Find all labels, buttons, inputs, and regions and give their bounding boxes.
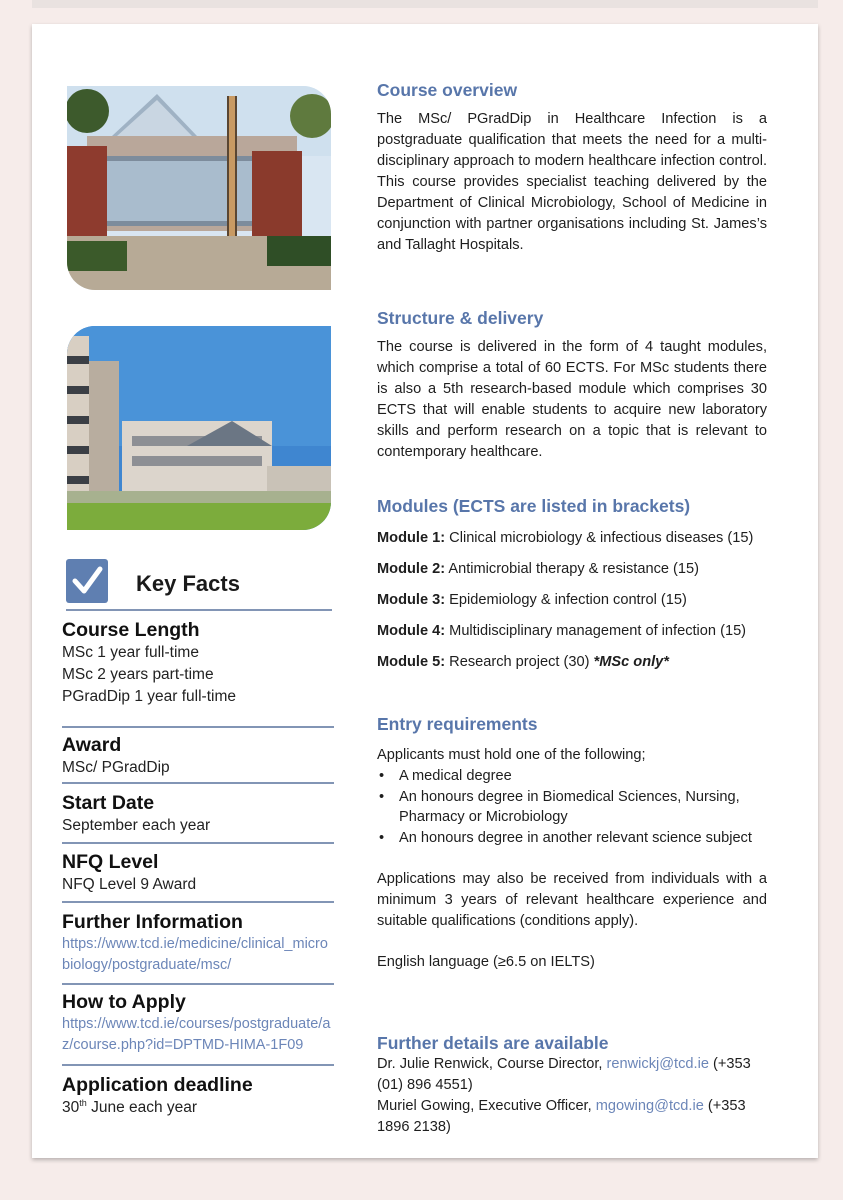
entry-bullet: • A medical degree [377,766,767,787]
divider [62,983,334,985]
module-text: Multidisciplinary management of infection (15) [445,623,747,639]
entry-requirements-section [377,713,767,972]
how-to-apply-link[interactable]: https://www.tcd.ie/courses/postgraduate/az/course.php?id=DPTMD-HIMA-1F09 [62,1016,331,1053]
divider [62,1064,334,1066]
module-item [377,590,767,610]
divider [62,901,334,903]
contact-1 [377,1054,767,1096]
divider [62,782,334,784]
fact-label: Award [62,734,122,756]
fact-value: MSc/ PGradDip [62,759,170,776]
contact-email-link[interactable]: renwickj@tcd.ie [606,1056,709,1072]
fact-award [62,733,334,779]
contact-name: Dr. Julie Renwick, Course Director, [377,1056,607,1072]
module-text: Clinical microbiology & infectious diseases (15) [445,530,754,546]
contact-name: Muriel Gowing, Executive Officer, [377,1098,596,1114]
module-text: Epidemiology & infection control (15) [445,592,687,608]
module-item [377,528,767,548]
module-label: Module 1: [377,530,446,546]
top-edge [32,0,818,8]
building-photo-1 [67,86,331,290]
module-item [377,559,767,579]
structure-section [377,307,767,463]
building-photo-2 [67,326,331,530]
module-label: Module 3: [377,592,446,608]
entry-intro: Applicants must hold one of the following; [377,747,646,763]
structure-text: The course is delivered in the form of 4 taught modules, which comprise a total of 60 ECTS. For MSc students there is also a 5th research-based module which comprises 30 ECTS that will enable students to acquire new laboratory skills and perform research on a topic that is relevant to contemporary healthcare. [377,339,767,460]
entry-bullet: • An honours degree in Biomedical Sciences, Nursing, Pharmacy or Microbiology [377,787,767,828]
fact-value: PGradDip 1 year full-time [62,688,237,705]
modules-section [377,495,767,672]
entry-bullet: • An honours degree in another relevant science subject [377,828,767,849]
fact-further-information [62,910,334,976]
deadline-day: 30 [62,1099,80,1116]
contact-2 [377,1096,767,1138]
course-overview-section [377,79,767,256]
fact-application-deadline [62,1073,334,1119]
module-label: Module 4: [377,623,446,639]
contact-phone: (+353 (01) 896 4551) [377,1056,751,1093]
section-heading: Structure & delivery [377,308,544,328]
key-facts-title: Key Facts [136,571,240,596]
fact-value: MSc 2 years part-time [62,666,214,683]
module-item [377,652,767,672]
module-item [377,621,767,641]
deadline-suffix: th [79,1097,87,1108]
fact-label: NFQ Level [62,851,159,873]
module-text: Research project (30) [445,654,594,670]
overview-text: The MSc/ PGradDip in Healthcare Infection is a postgraduate qualification that meets the need for a multi-disciplinary approach to modern healthcare infection control. This course provides specialist teaching delivered by the Department of Clinical Microbiology, School of Medicine in conjunction with partner organisations including St. James’s and Tallaght Hospitals. [377,111,767,253]
deadline-rest: June each year [86,1099,198,1116]
entry-alternative-text: Applications may also be received from individuals with a minimum 3 years of relevant healthcare experience and suitable qualifications (conditions apply). [377,871,767,929]
checkbox-icon [66,559,108,603]
section-heading: Entry requirements [377,714,538,734]
fact-label: Further Information [62,911,243,933]
fact-label: Start Date [62,792,155,814]
module-note: *MSc only* [593,654,669,670]
further-information-link[interactable]: https://www.tcd.ie/medicine/clinical_microbiology/postgraduate/msc/ [62,936,328,973]
entry-list [377,766,767,848]
contact-phone: (+353 1896 2138) [377,1098,746,1135]
fact-how-to-apply [62,990,334,1056]
section-heading: Modules (ECTS are listed in brackets) [377,496,691,516]
fact-nfq-level [62,850,334,896]
contact-email-link[interactable]: mgowing@tcd.ie [595,1098,704,1114]
brochure-page [32,24,818,1158]
module-label: Module 5: [377,654,446,670]
fact-value: MSc 1 year full-time [62,644,199,661]
fact-label: Application deadline [62,1074,253,1096]
key-facts-header [66,559,332,611]
divider [62,726,334,728]
fact-label: Course Length [62,619,200,641]
fact-label: How to Apply [62,991,186,1013]
module-label: Module 2: [377,561,446,577]
section-heading: Course overview [377,80,518,100]
divider [62,842,334,844]
english-requirement: English language (≥6.5 on IELTS) [377,954,595,970]
fact-value: NFQ Level 9 Award [62,876,197,893]
section-heading: Further details are available [377,1033,609,1053]
fact-course-length [62,618,334,708]
fact-value [62,1097,334,1119]
fact-value: September each year [62,817,211,834]
module-text: Antimicrobial therapy & resistance (15) [445,561,699,577]
further-details-section [377,1032,767,1138]
fact-start-date [62,791,334,837]
